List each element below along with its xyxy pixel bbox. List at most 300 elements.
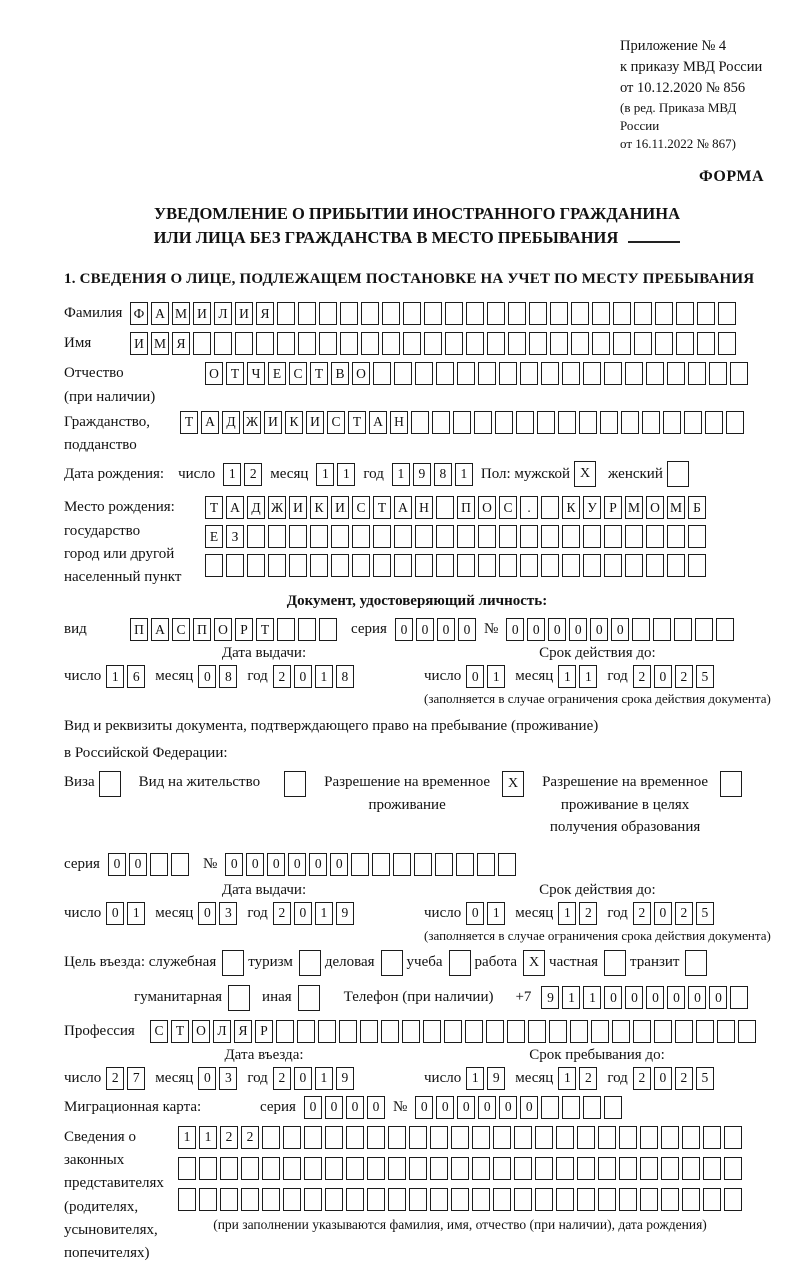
char-cell[interactable] [493,1126,511,1149]
char-cell[interactable] [220,1157,238,1180]
char-cell[interactable] [724,1188,742,1211]
char-cell[interactable] [487,332,505,355]
char-cell[interactable]: У [583,496,601,519]
char-cell[interactable] [367,1157,385,1180]
char-cell[interactable] [193,332,211,355]
char-cell[interactable] [675,1020,693,1043]
char-cell[interactable]: С [327,411,345,434]
char-cell[interactable] [612,1020,630,1043]
char-cell[interactable] [325,1188,343,1211]
char-cell[interactable] [738,1020,756,1043]
char-cell[interactable]: С [172,618,190,641]
char-cell[interactable] [444,1020,462,1043]
char-cell[interactable] [604,525,622,548]
char-cell[interactable]: Л [213,1020,231,1043]
char-cell[interactable]: А [151,302,169,325]
char-cell[interactable]: 0 [520,1096,538,1119]
char-cell[interactable] [709,362,727,385]
char-cell[interactable] [340,332,358,355]
char-cell[interactable] [570,1020,588,1043]
char-cell[interactable]: 9 [413,463,431,486]
char-cell[interactable] [676,302,694,325]
char-cell[interactable] [367,1188,385,1211]
char-cell[interactable]: 0 [225,853,243,876]
char-cell[interactable] [403,332,421,355]
char-cell[interactable] [360,1020,378,1043]
char-cell[interactable] [579,411,597,434]
char-cell[interactable]: Ч [247,362,265,385]
char-cell[interactable]: Я [256,302,274,325]
char-cell[interactable] [688,525,706,548]
char-cell[interactable] [604,554,622,577]
char-cell[interactable]: 0 [346,1096,364,1119]
char-cell[interactable]: 8 [336,665,354,688]
char-cell[interactable]: М [625,496,643,519]
char-cell[interactable] [493,1188,511,1211]
char-cell[interactable]: И [193,302,211,325]
char-cell[interactable]: А [226,496,244,519]
char-cell[interactable] [682,1188,700,1211]
char-cell[interactable] [319,332,337,355]
char-cell[interactable] [613,302,631,325]
char-cell[interactable] [640,1188,658,1211]
char-cell[interactable] [388,1157,406,1180]
char-cell[interactable] [556,1188,574,1211]
char-cell[interactable]: 0 [294,1067,312,1090]
char-cell[interactable]: 0 [590,618,608,641]
char-cell[interactable] [457,362,475,385]
char-cell[interactable]: 0 [436,1096,454,1119]
char-cell[interactable]: 0 [466,665,484,688]
char-cell[interactable]: 1 [315,902,333,925]
char-cell[interactable] [697,332,715,355]
char-cell[interactable]: 0 [309,853,327,876]
char-cell[interactable]: 1 [315,665,333,688]
char-cell[interactable] [495,411,513,434]
char-cell[interactable]: 1 [579,665,597,688]
char-cell[interactable] [625,362,643,385]
char-cell[interactable]: 2 [220,1126,238,1149]
char-cell[interactable] [591,1020,609,1043]
char-cell[interactable]: К [310,496,328,519]
char-cell[interactable]: 9 [541,986,559,1009]
char-cell[interactable] [352,554,370,577]
char-cell[interactable] [178,1188,196,1211]
char-cell[interactable] [381,1020,399,1043]
char-cell[interactable]: 8 [434,463,452,486]
char-cell[interactable] [256,332,274,355]
char-cell[interactable]: Р [235,618,253,641]
char-cell[interactable]: Я [172,332,190,355]
char-cell[interactable]: 7 [127,1067,145,1090]
char-cell[interactable] [537,411,555,434]
char-cell[interactable]: 0 [499,1096,517,1119]
char-cell[interactable] [430,1157,448,1180]
char-cell[interactable] [541,362,559,385]
char-cell[interactable]: 1 [392,463,410,486]
char-cell[interactable] [277,332,295,355]
char-cell[interactable] [465,1020,483,1043]
char-cell[interactable]: 0 [108,853,126,876]
char-cell[interactable] [298,618,316,641]
char-cell[interactable]: А [201,411,219,434]
char-cell[interactable] [634,332,652,355]
char-cell[interactable]: Е [268,362,286,385]
char-cell[interactable] [724,1157,742,1180]
char-cell[interactable] [661,1126,679,1149]
char-cell[interactable]: 2 [633,902,651,925]
char-cell[interactable] [393,853,411,876]
char-cell[interactable] [276,1020,294,1043]
char-cell[interactable] [549,1020,567,1043]
char-cell[interactable]: Р [255,1020,273,1043]
char-cell[interactable]: Т [310,362,328,385]
char-cell[interactable]: С [150,1020,168,1043]
char-cell[interactable] [703,1126,721,1149]
char-cell[interactable] [289,525,307,548]
char-cell[interactable] [346,1188,364,1211]
char-cell[interactable] [613,332,631,355]
char-cell[interactable] [466,302,484,325]
char-cell[interactable]: 0 [667,986,685,1009]
char-cell[interactable] [409,1188,427,1211]
char-cell[interactable] [633,1020,651,1043]
visa-checkbox[interactable] [99,771,121,797]
char-cell[interactable] [445,302,463,325]
char-cell[interactable]: 0 [458,618,476,641]
char-cell[interactable] [621,411,639,434]
char-cell[interactable] [457,525,475,548]
char-cell[interactable] [361,302,379,325]
char-cell[interactable] [661,1188,679,1211]
char-cell[interactable]: 0 [294,902,312,925]
char-cell[interactable] [241,1157,259,1180]
purpose-private-checkbox[interactable] [604,950,626,976]
char-cell[interactable] [436,362,454,385]
char-cell[interactable]: 5 [696,902,714,925]
char-cell[interactable]: П [193,618,211,641]
char-cell[interactable]: Т [205,496,223,519]
char-cell[interactable] [373,525,391,548]
char-cell[interactable]: М [667,496,685,519]
char-cell[interactable]: 0 [506,618,524,641]
char-cell[interactable]: Т [171,1020,189,1043]
char-cell[interactable]: 1 [199,1126,217,1149]
char-cell[interactable] [583,1096,601,1119]
char-cell[interactable]: 2 [579,902,597,925]
char-cell[interactable] [445,332,463,355]
char-cell[interactable] [478,362,496,385]
char-cell[interactable] [372,853,390,876]
char-cell[interactable] [199,1188,217,1211]
char-cell[interactable]: К [562,496,580,519]
char-cell[interactable]: Б [688,496,706,519]
char-cell[interactable] [653,618,671,641]
char-cell[interactable] [520,525,538,548]
char-cell[interactable] [604,362,622,385]
char-cell[interactable] [625,554,643,577]
char-cell[interactable]: 0 [129,853,147,876]
char-cell[interactable] [507,1020,525,1043]
char-cell[interactable] [436,525,454,548]
char-cell[interactable] [520,554,538,577]
char-cell[interactable] [667,554,685,577]
char-cell[interactable]: 1 [223,463,241,486]
char-cell[interactable] [674,618,692,641]
char-cell[interactable] [661,1157,679,1180]
char-cell[interactable]: С [499,496,517,519]
char-cell[interactable] [556,1157,574,1180]
char-cell[interactable]: О [478,496,496,519]
char-cell[interactable]: 0 [198,1067,216,1090]
char-cell[interactable]: 0 [478,1096,496,1119]
char-cell[interactable] [432,411,450,434]
char-cell[interactable] [535,1157,553,1180]
char-cell[interactable]: Е [205,525,223,548]
char-cell[interactable] [325,1126,343,1149]
char-cell[interactable]: С [352,496,370,519]
char-cell[interactable]: И [130,332,148,355]
char-cell[interactable] [409,1157,427,1180]
char-cell[interactable]: Т [226,362,244,385]
char-cell[interactable]: 0 [198,902,216,925]
char-cell[interactable]: И [264,411,282,434]
char-cell[interactable] [319,302,337,325]
char-cell[interactable]: 1 [455,463,473,486]
char-cell[interactable]: Р [604,496,622,519]
char-cell[interactable] [726,411,744,434]
char-cell[interactable] [247,554,265,577]
char-cell[interactable] [541,554,559,577]
char-cell[interactable] [199,1157,217,1180]
char-cell[interactable] [695,618,713,641]
char-cell[interactable]: В [331,362,349,385]
char-cell[interactable]: 9 [487,1067,505,1090]
char-cell[interactable] [472,1157,490,1180]
char-cell[interactable] [730,362,748,385]
char-cell[interactable]: И [235,302,253,325]
char-cell[interactable] [423,1020,441,1043]
char-cell[interactable] [411,411,429,434]
char-cell[interactable] [451,1188,469,1211]
char-cell[interactable] [486,1020,504,1043]
char-cell[interactable] [346,1126,364,1149]
char-cell[interactable] [373,362,391,385]
char-cell[interactable] [226,554,244,577]
char-cell[interactable] [703,1157,721,1180]
char-cell[interactable] [654,1020,672,1043]
char-cell[interactable] [235,332,253,355]
char-cell[interactable] [541,1096,559,1119]
char-cell[interactable]: Н [415,496,433,519]
char-cell[interactable] [351,853,369,876]
char-cell[interactable] [667,362,685,385]
char-cell[interactable] [304,1188,322,1211]
char-cell[interactable] [493,1157,511,1180]
char-cell[interactable]: 0 [437,618,455,641]
char-cell[interactable] [262,1126,280,1149]
char-cell[interactable] [262,1157,280,1180]
char-cell[interactable]: С [289,362,307,385]
char-cell[interactable]: А [369,411,387,434]
char-cell[interactable]: 2 [633,1067,651,1090]
char-cell[interactable] [508,332,526,355]
char-cell[interactable] [499,362,517,385]
char-cell[interactable] [718,302,736,325]
purpose-work-checkbox[interactable]: X [523,950,545,976]
char-cell[interactable] [688,554,706,577]
char-cell[interactable]: М [151,332,169,355]
char-cell[interactable] [466,332,484,355]
char-cell[interactable] [577,1126,595,1149]
char-cell[interactable]: И [289,496,307,519]
char-cell[interactable] [499,554,517,577]
char-cell[interactable] [577,1157,595,1180]
char-cell[interactable]: 0 [416,618,434,641]
char-cell[interactable] [394,554,412,577]
char-cell[interactable]: Т [256,618,274,641]
char-cell[interactable] [646,525,664,548]
char-cell[interactable] [415,554,433,577]
purpose-tourism-checkbox[interactable] [299,950,321,976]
char-cell[interactable] [283,1188,301,1211]
char-cell[interactable]: И [306,411,324,434]
char-cell[interactable] [283,1126,301,1149]
char-cell[interactable] [583,525,601,548]
char-cell[interactable] [346,1157,364,1180]
char-cell[interactable] [382,332,400,355]
char-cell[interactable] [508,302,526,325]
char-cell[interactable] [402,1020,420,1043]
char-cell[interactable] [705,411,723,434]
char-cell[interactable] [520,362,538,385]
char-cell[interactable]: Т [348,411,366,434]
char-cell[interactable] [415,525,433,548]
char-cell[interactable] [682,1157,700,1180]
char-cell[interactable] [535,1188,553,1211]
char-cell[interactable] [430,1126,448,1149]
char-cell[interactable]: И [331,496,349,519]
char-cell[interactable]: 0 [709,986,727,1009]
char-cell[interactable]: 0 [304,1096,322,1119]
char-cell[interactable]: 1 [562,986,580,1009]
char-cell[interactable] [472,1126,490,1149]
char-cell[interactable] [477,853,495,876]
char-cell[interactable] [730,986,748,1009]
char-cell[interactable] [304,1157,322,1180]
char-cell[interactable]: Ж [243,411,261,434]
char-cell[interactable] [571,302,589,325]
char-cell[interactable]: Т [180,411,198,434]
char-cell[interactable] [388,1126,406,1149]
char-cell[interactable] [619,1126,637,1149]
char-cell[interactable] [331,525,349,548]
char-cell[interactable]: О [192,1020,210,1043]
char-cell[interactable]: 9 [336,1067,354,1090]
char-cell[interactable]: 1 [558,665,576,688]
char-cell[interactable] [414,853,432,876]
char-cell[interactable]: 2 [244,463,262,486]
char-cell[interactable] [562,525,580,548]
char-cell[interactable] [382,302,400,325]
char-cell[interactable]: 1 [316,463,334,486]
char-cell[interactable] [424,332,442,355]
char-cell[interactable] [298,332,316,355]
char-cell[interactable]: Т [373,496,391,519]
char-cell[interactable] [619,1157,637,1180]
char-cell[interactable] [592,332,610,355]
char-cell[interactable] [310,554,328,577]
char-cell[interactable] [663,411,681,434]
temp-permit-checkbox[interactable]: X [502,771,524,797]
char-cell[interactable]: 2 [675,902,693,925]
char-cell[interactable] [619,1188,637,1211]
char-cell[interactable]: 0 [198,665,216,688]
char-cell[interactable]: 2 [241,1126,259,1149]
char-cell[interactable] [268,525,286,548]
char-cell[interactable]: Я [234,1020,252,1043]
char-cell[interactable] [262,1188,280,1211]
char-cell[interactable] [598,1157,616,1180]
char-cell[interactable] [297,1020,315,1043]
char-cell[interactable] [550,302,568,325]
char-cell[interactable] [562,554,580,577]
char-cell[interactable] [697,302,715,325]
char-cell[interactable]: 0 [395,618,413,641]
char-cell[interactable]: 3 [219,902,237,925]
char-cell[interactable]: М [172,302,190,325]
char-cell[interactable] [562,362,580,385]
char-cell[interactable] [319,618,337,641]
char-cell[interactable] [403,302,421,325]
char-cell[interactable]: О [205,362,223,385]
char-cell[interactable] [456,853,474,876]
char-cell[interactable] [655,302,673,325]
char-cell[interactable]: Д [247,496,265,519]
purpose-study-checkbox[interactable] [449,950,471,976]
char-cell[interactable] [688,362,706,385]
char-cell[interactable] [632,618,650,641]
char-cell[interactable]: 2 [675,1067,693,1090]
char-cell[interactable] [541,496,559,519]
char-cell[interactable] [457,554,475,577]
char-cell[interactable] [150,853,168,876]
char-cell[interactable] [717,1020,735,1043]
char-cell[interactable]: 0 [688,986,706,1009]
char-cell[interactable] [430,1188,448,1211]
char-cell[interactable]: 2 [273,665,291,688]
char-cell[interactable] [562,1096,580,1119]
char-cell[interactable] [646,554,664,577]
char-cell[interactable] [640,1126,658,1149]
char-cell[interactable] [498,853,516,876]
char-cell[interactable] [283,1157,301,1180]
char-cell[interactable]: 2 [273,902,291,925]
char-cell[interactable]: 0 [654,902,672,925]
char-cell[interactable] [277,302,295,325]
char-cell[interactable] [352,525,370,548]
char-cell[interactable] [453,411,471,434]
char-cell[interactable]: А [394,496,412,519]
char-cell[interactable]: 0 [569,618,587,641]
char-cell[interactable] [571,332,589,355]
char-cell[interactable] [556,1126,574,1149]
char-cell[interactable] [436,496,454,519]
char-cell[interactable] [558,411,576,434]
char-cell[interactable] [604,1096,622,1119]
char-cell[interactable] [415,362,433,385]
char-cell[interactable] [339,1020,357,1043]
